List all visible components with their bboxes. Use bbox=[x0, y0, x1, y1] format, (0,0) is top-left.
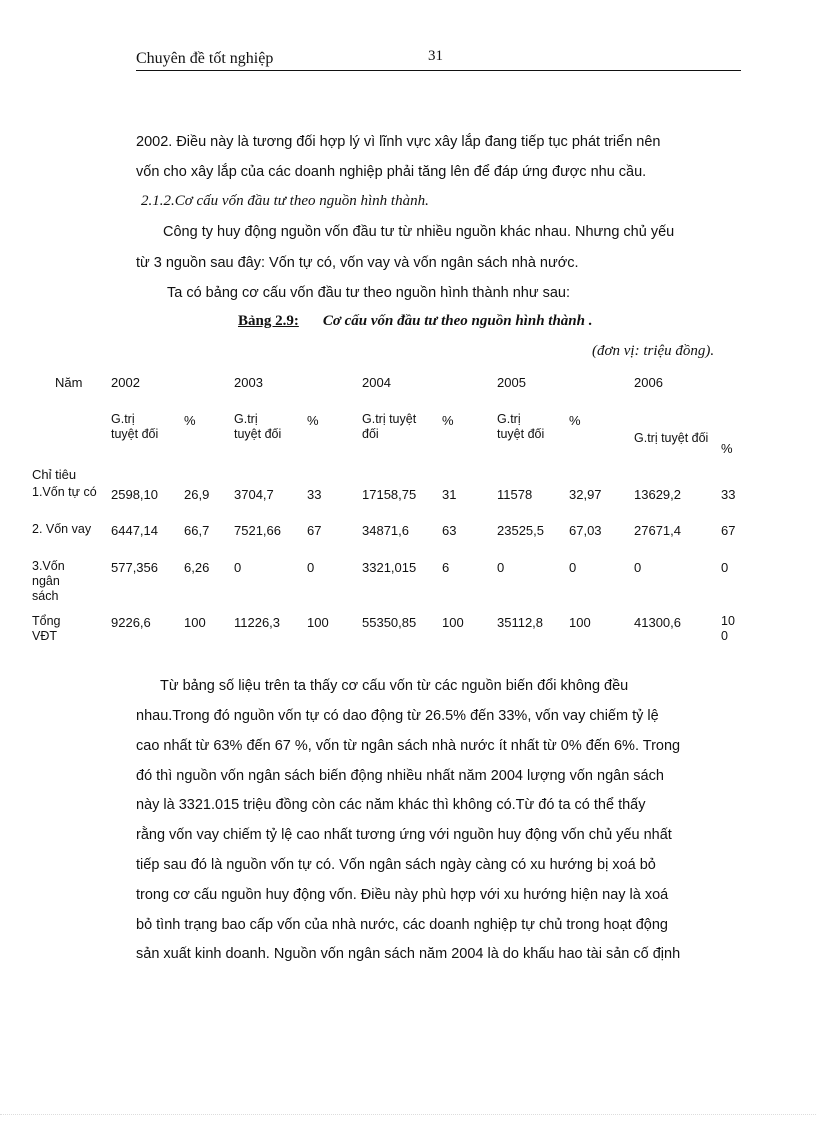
year-header: 2002 bbox=[111, 375, 140, 390]
table-cell: 3321,015 bbox=[362, 560, 417, 575]
table-cell: 0 bbox=[234, 560, 242, 575]
paragraph-line: từ 3 nguồn sau đây: Vốn tự có, vốn vay và vốn ngân sách nhà nước. bbox=[136, 255, 579, 271]
value-header: G.trị tuyệt đối bbox=[362, 412, 417, 441]
table-cell: 33 bbox=[721, 487, 736, 502]
row-label: 2. Vốn vay bbox=[32, 522, 92, 536]
table-cell: 13629,2 bbox=[634, 487, 681, 502]
row-label: 1.Vốn tự có bbox=[32, 485, 97, 499]
paragraph-line: Công ty huy động nguồn vốn đầu tư từ nhiều nguồn khác nhau. Nhưng chủ yếu bbox=[163, 224, 675, 240]
table-cell: 31 bbox=[442, 487, 457, 502]
table-cell: 66,7 bbox=[184, 523, 210, 538]
paragraph-line: cao nhất từ 63% đến 67 %, vốn từ ngân sách nhà nước ít nhất từ 0% đến 6%. Trong bbox=[136, 738, 681, 754]
table-cell: 55350,85 bbox=[362, 615, 417, 630]
paragraph-line: này là 3321.015 triệu đồng còn các năm khác thì không có.Từ đó ta có thể thấy bbox=[136, 797, 646, 813]
paragraph-line: tiếp sau đó là nguồn vốn tự có. Vốn ngân sách ngày càng có xu hướng bị xoá bỏ bbox=[136, 857, 656, 873]
table-cell: 9226,6 bbox=[111, 615, 151, 630]
pct-header: % bbox=[442, 413, 454, 428]
row-label: 3.Vốn ngân sách bbox=[32, 559, 65, 603]
year-header: 2004 bbox=[362, 375, 391, 390]
table-cell: 2598,10 bbox=[111, 487, 158, 502]
table-caption: Cơ cấu vốn đầu tư theo nguồn hình thành . bbox=[322, 313, 593, 329]
pct-header: % bbox=[721, 441, 733, 456]
value-header: G.trị tuyệt đối bbox=[111, 412, 159, 441]
section-heading: 2.1.2.Cơ cấu vốn đầu tư theo nguồn hình thành. bbox=[141, 193, 429, 209]
table-unit: (đơn vị: triệu đồng). bbox=[592, 343, 715, 359]
page-bottom-border bbox=[0, 1114, 816, 1115]
table-cell: 67,03 bbox=[569, 523, 602, 538]
table-cell: 6447,14 bbox=[111, 523, 158, 538]
table-cell: 27671,4 bbox=[634, 523, 681, 538]
year-header: 2005 bbox=[497, 375, 526, 390]
paragraph-line: rằng vốn vay chiếm tỷ lệ cao nhất tương ứng với nguồn huy động vốn chủ yếu nhất bbox=[136, 827, 672, 843]
table-cell: 11578 bbox=[497, 487, 533, 502]
paragraph-line: vốn cho xây lắp của các doanh nghiệp phải tăng lên để đáp ứng được nhu cầu. bbox=[136, 164, 647, 180]
table-label: Bảng 2.9: bbox=[238, 313, 299, 329]
table-cell: 0 bbox=[634, 560, 642, 575]
table-title bbox=[238, 313, 592, 330]
table-cell: 6 bbox=[442, 560, 450, 575]
table-cell: 67 bbox=[721, 523, 736, 538]
table-cell: 33 bbox=[307, 487, 322, 502]
value-header: G.trị tuyệt đối bbox=[234, 412, 282, 441]
paragraph-line: bỏ tình trạng bao cấp vốn của nhà nước, các doanh nghiệp tự chủ trong hoạt động bbox=[136, 917, 668, 933]
pct-header: % bbox=[184, 413, 196, 428]
table-cell: 0 bbox=[307, 560, 315, 575]
paragraph-line: nhau.Trong đó nguồn vốn tự có dao động từ 26.5% đến 33%, vốn vay chiếm tỷ lệ bbox=[136, 708, 659, 724]
table-cell: 100 bbox=[184, 615, 206, 630]
table-cell: 100 bbox=[442, 615, 464, 630]
indicator-label: Chỉ tiêu bbox=[32, 467, 77, 482]
table-cell: 7521,66 bbox=[234, 523, 281, 538]
value-header: G.trị tuyệt đối bbox=[634, 431, 709, 445]
table-cell: 0 bbox=[569, 560, 577, 575]
pct-header: % bbox=[307, 413, 319, 428]
paragraph-line: sản xuất kinh doanh. Nguồn vốn ngân sách năm 2004 là do khấu hao tài sản cố định bbox=[136, 946, 681, 962]
table-cell: 23525,5 bbox=[497, 523, 544, 538]
table-cell: 35112,8 bbox=[497, 615, 544, 630]
row-label: Tổng VĐT bbox=[32, 614, 61, 643]
header-rule bbox=[136, 70, 741, 71]
table-cell: 100 bbox=[307, 615, 329, 630]
table-cell: 577,356 bbox=[111, 560, 158, 575]
year-header: 2003 bbox=[234, 375, 263, 390]
table-cell: 100 bbox=[721, 614, 735, 643]
table-cell: 67 bbox=[307, 523, 322, 538]
value-header: G.trị tuyệt đối bbox=[497, 412, 545, 441]
table-cell: 0 bbox=[497, 560, 505, 575]
paragraph-line: đó thì nguồn vốn ngân sách biến động nhiều nhất năm 2004 lượng vốn ngân sách bbox=[136, 768, 664, 784]
table-cell: 6,26 bbox=[184, 560, 210, 575]
year-label: Năm bbox=[55, 375, 83, 390]
table-cell: 32,97 bbox=[569, 487, 602, 502]
table-cell: 100 bbox=[569, 615, 591, 630]
table-cell: 26,9 bbox=[184, 487, 210, 502]
table-cell: 3704,7 bbox=[234, 487, 274, 502]
page-number: 31 bbox=[428, 48, 443, 64]
table-cell: 0 bbox=[721, 560, 729, 575]
pct-header: % bbox=[569, 413, 581, 428]
table-cell: 11226,3 bbox=[234, 615, 281, 630]
year-header: 2006 bbox=[634, 375, 663, 390]
table-cell: 63 bbox=[442, 523, 457, 538]
paragraph-line: Từ bảng số liệu trên ta thấy cơ cấu vốn từ các nguồn biến đổi không đều bbox=[160, 678, 629, 694]
table-cell: 17158,75 bbox=[362, 487, 417, 502]
paragraph-line: 2002. Điều này là tương đối hợp lý vì lĩnh vực xây lắp đang tiếp tục phát triển nên bbox=[136, 134, 661, 150]
table-cell: 41300,6 bbox=[634, 615, 681, 630]
header-title: Chuyên đề tốt nghiệp bbox=[136, 50, 274, 67]
table-cell: 34871,6 bbox=[362, 523, 409, 538]
paragraph-line: trong cơ cấu nguồn huy động vốn. Điều này phù hợp với xu hướng hiện nay là xoá bbox=[136, 887, 669, 903]
paragraph-line: Ta có bảng cơ cấu vốn đầu tư theo nguồn hình thành như sau: bbox=[167, 285, 570, 301]
